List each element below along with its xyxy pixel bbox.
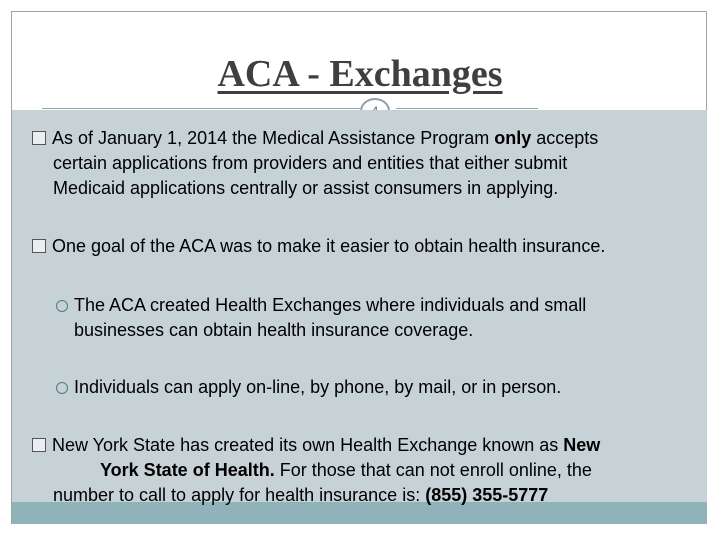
title-rule-right (396, 108, 538, 109)
bullet-2: One goal of the ACA was to make it easier to obtain health insurance. (32, 234, 605, 259)
square-bullet-icon (32, 438, 46, 452)
circle-bullet-icon (56, 300, 68, 312)
sub-bullet-1: The ACA created Health Exchanges where individuals and small businesses can obtain health insurance coverage. (56, 293, 586, 343)
square-bullet-icon (32, 131, 46, 145)
circle-bullet-icon (56, 382, 68, 394)
slide-title: ACA - Exchanges (217, 53, 503, 95)
title-rule-left (42, 108, 360, 109)
bullet-3: New York State has created its own Health Exchange known as New York State of Health. For those that can not enroll online, the number to call to apply for health insurance is: (855) 355-5777 (32, 433, 600, 508)
square-bullet-icon (32, 239, 46, 253)
sub-bullet-2: Individuals can apply on-line, by phone, by mail, or in person. (56, 375, 561, 400)
bullet-1: As of January 1, 2014 the Medical Assistance Program only accepts certain applications from providers and entities that either submit Medicaid applications centrally or assist consumers in applying. (32, 126, 598, 201)
